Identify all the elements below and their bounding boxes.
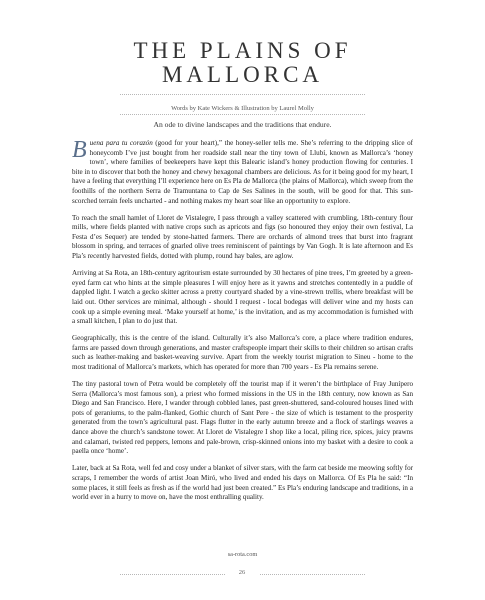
paragraph-3: Arriving at Sa Rota, an 18th-century agritourism estate surrounded by 30 hectares of pine trees, I’m greeted by a green-eyed farm cat who hints at the simple pleasures I will enjoy here as it yawns and stretches contentedly in a puddle of dappled light. I watch a gecko skitter across a pretty courtyard shaded by a vine-strewn trellis, where breakfast will be laid out. Other services are minimal, although - should I request - local bodegas will deliver wine and my hosts can cook up a simple evening meal. ‘Make yourself at home,’ is the invitation, and as my accommodation is furnished with a small kitchen, I plan to do just that. <box>72 269 413 326</box>
article-title-line-2: MALLORCA <box>161 62 324 87</box>
footer-divider-right <box>260 574 365 575</box>
website-link[interactable]: sa-rota.com <box>227 551 258 558</box>
article-subtitle: An ode to divine landscapes and the traditions that endure. <box>153 120 332 129</box>
paragraph-2: To reach the small hamlet of Lloret de Vistalegre, I pass through a valley scattered with crumbling, 18th-century flour mills, where fields planted with native crops such as apricots and figs (so honoured they enjoy their own festival, La Festa d’es Sequer) are tended by stone-hatted farmers. There are orchards of almond trees that burst into fragrant blossom in spring, and terraces of gnarled olive trees reminiscent of paintings by Van Gogh. It is late afternoon and Es Pla’s recently harvested fields, dotted with plump, round hay bales, are aglow. <box>72 213 413 261</box>
footer-divider-left <box>120 574 225 575</box>
paragraph-1-text: (good for your heart),” the honey-seller tells me. She’s referring to the dripping slice of honeycomb I’ve just bought from her roadside stall near the tiny town of Llubí, known as Mallorca’s ‘honey town’, where families of beekeepers have kept this Balearic island’s honey production flowing for centuries. I bite in to discover that both the honey and chewy hexagonal chambers are delicious. As for it being good for my heart, I have a feeling that everything I’ll experience here on Es Pla de Mallorca (the plains of Mallorca), which sweep from the foothills of the northern Serra de Tramuntana to Cap de Ses Salines in the south, will be good for that. This sun-scorched terrain feels uncharted - and nothing makes my heart soar like an opportunity to explore. <box>72 139 413 205</box>
article-body <box>72 139 413 510</box>
title-divider-bottom <box>120 114 365 115</box>
paragraph-5: The tiny pastoral town of Petra would be completely off the tourist map if it weren’t the birthplace of Fray Junípero Serra (Mallorca’s most famous son), a priest who formed missions in the US in the 18th century, now known as San Diego and San Francisco. Here, I wander through cobbled lanes, past green-shuttered, sand-coloured houses lined with pots of geraniums, to the palm-flanked, Gothic church of Sant Pere - the size of which is testament to the prosperity generated from the town’s agricultural past. Flags flutter in the early autumn breeze and a flock of starlings weaves a dance above the church’s sandstone tower. At Lloret de Vistalegre I shop like a local, piling rice, spices, juicy prawns and calamari, twisted red peppers, lemons and pale-brown, crisp-skinned onions into my basket with a desire to cook a paella once ‘home’. <box>72 380 413 456</box>
title-divider-top <box>120 94 365 95</box>
byline: Words by Kate Wickers & Illustration by Laurel Molly <box>171 105 314 112</box>
page-number: 26 <box>238 569 246 576</box>
paragraph-1-italic: uena para tu corazón <box>89 139 153 147</box>
drop-cap: B <box>72 137 87 163</box>
article-title-line-1: THE PLAINS OF <box>133 38 352 63</box>
paragraph-4: Geographically, this is the centre of the island. Culturally it’s also Mallorca’s core, a place where tradition endures, farms are passed down through generations, and master craftspeople impart their skills to their children so artisan crafts such as leather-making and basket-weaving survive. Apart from the weekly tourist migration to Sineu - home to the most traditional of Mallorca’s markets, which has operated for more than 700 years - Es Pla remains serene. <box>72 334 413 371</box>
paragraph-6: Later, back at Sa Rota, well fed and cosy under a blanket of silver stars, with the farm cat beside me meowing softly for scraps, I remember the words of artist Joan Miró, who lived and ended his days on Mallorca. Of Es Pla he said: “In some places, it still feels as fresh as if the world had just been created.” Es Pla’s enduring landscape and traditions, in a world ever in a hurry to move on, have the most enthralling quality. <box>72 464 413 502</box>
paragraph-1 <box>72 139 413 206</box>
